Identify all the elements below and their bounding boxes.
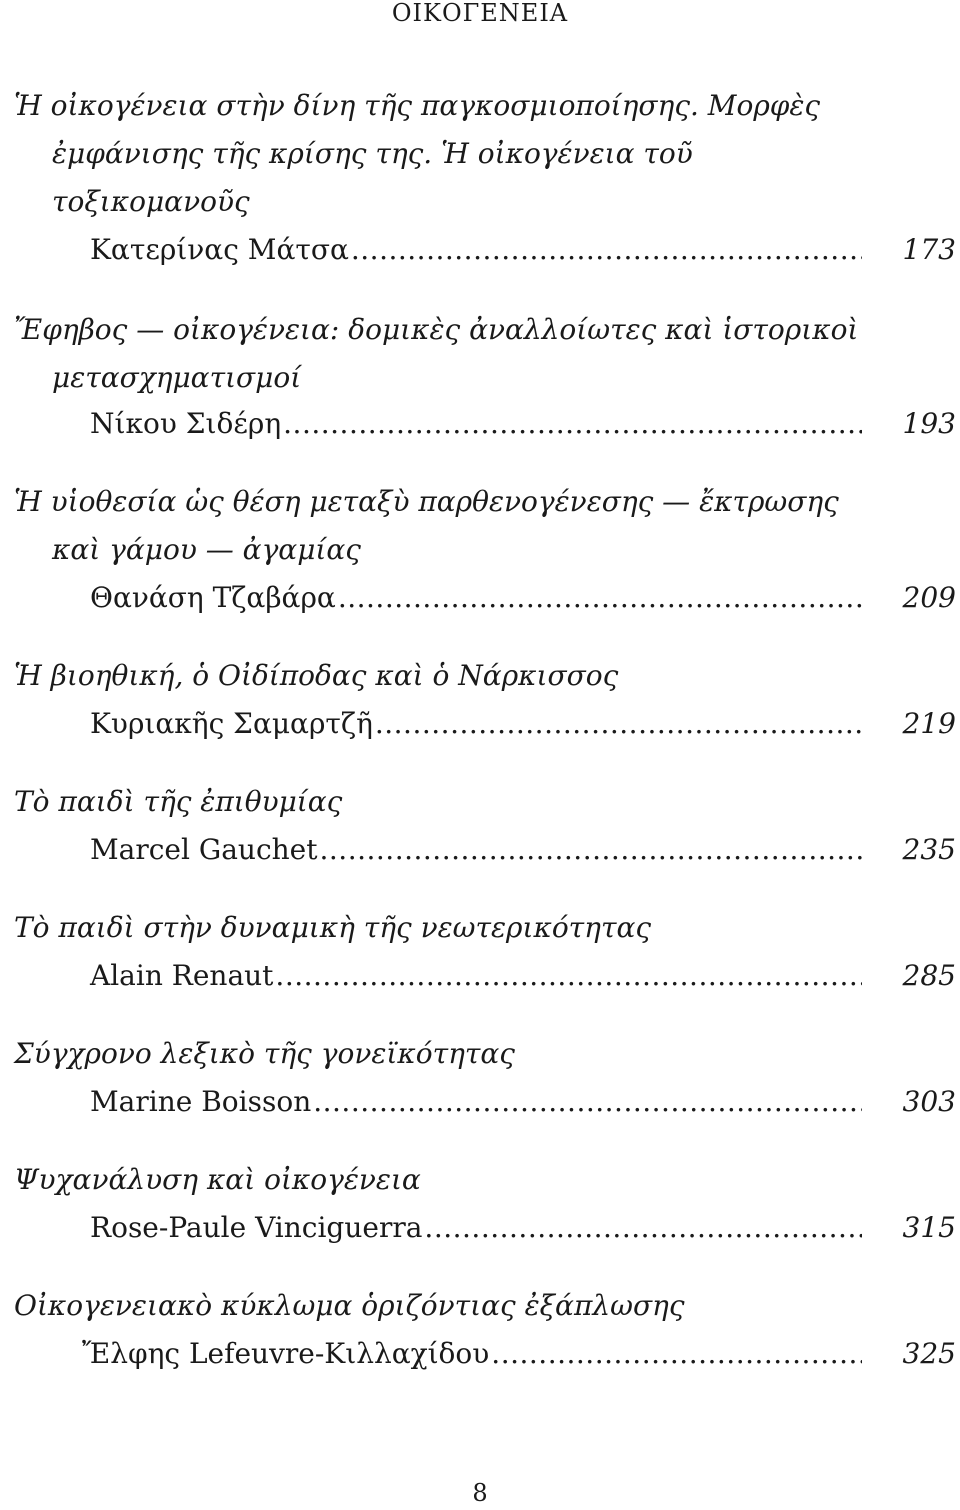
entry-title-line: ἐμφάνισης τῆς κρίσης της. Ἡ οἰκογένεια τοῦ bbox=[52, 137, 693, 170]
entry-title-line: Σύγχρονο λεξικὸ τῆς γονεϊκότητας bbox=[14, 1037, 515, 1070]
dot-leader bbox=[313, 1084, 862, 1120]
entry-page-number: 315 bbox=[902, 1211, 956, 1244]
entry-author: Θανάση Τζαβάρα bbox=[90, 581, 336, 614]
dot-leader bbox=[283, 406, 862, 442]
entry-page-number: 209 bbox=[902, 581, 956, 614]
entry-title-line: Ψυχανάλυση καὶ οἰκογένεια bbox=[14, 1163, 421, 1196]
entry-author-row[interactable] bbox=[90, 580, 960, 616]
dot-leader bbox=[375, 706, 862, 742]
entry-title-line: Τὸ παιδὶ στὴν δυναμικὴ τῆς νεωτερικότητας bbox=[14, 911, 652, 944]
page-folio-number: 8 bbox=[472, 1479, 488, 1507]
entry-author-row[interactable] bbox=[90, 232, 960, 268]
entry-title-line: Ἡ οἰκογένεια στὴν δίνη τῆς παγκοσμιοποίησης. Μορφὲς bbox=[14, 89, 821, 122]
entry-title-line: Ἔφηβος — οἰκογένεια: δομικὲς ἀναλλοίωτες καὶ ἱστορικοὶ bbox=[14, 313, 859, 346]
entry-author: Marine Boisson bbox=[90, 1085, 312, 1118]
entry-author-row[interactable] bbox=[90, 406, 960, 442]
entry-page-number: 325 bbox=[902, 1337, 956, 1370]
entry-author-row[interactable] bbox=[90, 1084, 960, 1120]
entry-author: Ἔλφης Lefeuvre-Κιλλαχίδου bbox=[82, 1337, 490, 1370]
entry-page-number: 285 bbox=[902, 959, 956, 992]
entry-author-row[interactable] bbox=[82, 1336, 960, 1372]
dot-leader bbox=[320, 832, 863, 868]
entry-author-row[interactable] bbox=[90, 706, 960, 742]
entry-author-row[interactable] bbox=[90, 958, 960, 994]
dot-leader bbox=[491, 1336, 862, 1372]
entry-author: Alain Renaut bbox=[90, 959, 274, 992]
entry-page-number: 193 bbox=[902, 407, 956, 440]
entry-title-line: καὶ γάμου — ἀγαμίας bbox=[52, 533, 361, 566]
entry-author: Κυριακῆς Σαμαρτζῆ bbox=[90, 707, 373, 740]
entry-page-number: 303 bbox=[902, 1085, 956, 1118]
entry-title-line: Οἰκογενειακὸ κύκλωμα ὁριζόντιας ἐξάπλωσης bbox=[14, 1289, 685, 1322]
entry-author-row[interactable] bbox=[90, 832, 960, 868]
dot-leader bbox=[351, 232, 862, 268]
entry-page-number: 219 bbox=[902, 707, 956, 740]
entry-author: Κατερίνας Μάτσα bbox=[90, 233, 349, 266]
dot-leader bbox=[424, 1210, 862, 1246]
entry-title-line: Ἡ υἱοθεσία ὡς θέση μεταξὺ παρθενογένεσης — ἔκτρωσης bbox=[14, 485, 839, 518]
entry-page-number: 235 bbox=[902, 833, 956, 866]
entry-author: Rose-Paule Vinciguerra bbox=[90, 1211, 423, 1244]
dot-leader bbox=[338, 580, 862, 616]
entry-author: Νίκου Σιδέρη bbox=[90, 407, 282, 440]
entry-author-row[interactable] bbox=[90, 1210, 960, 1246]
running-head: ΟΙΚΟΓΕΝΕΙΑ bbox=[391, 0, 569, 27]
dot-leader bbox=[275, 958, 862, 994]
entry-title-line: τοξικομανοῦς bbox=[52, 185, 250, 218]
entry-page-number: 173 bbox=[902, 233, 956, 266]
entry-title-line: Ἡ βιοηθική, ὁ Οἰδίποδας καὶ ὁ Νάρκισσος bbox=[14, 659, 619, 692]
entry-author: Marcel Gauchet bbox=[90, 833, 318, 866]
entry-title-line: μετασχηματισμοί bbox=[52, 361, 302, 394]
entry-title-line: Τὸ παιδὶ τῆς ἐπιθυμίας bbox=[14, 785, 343, 818]
